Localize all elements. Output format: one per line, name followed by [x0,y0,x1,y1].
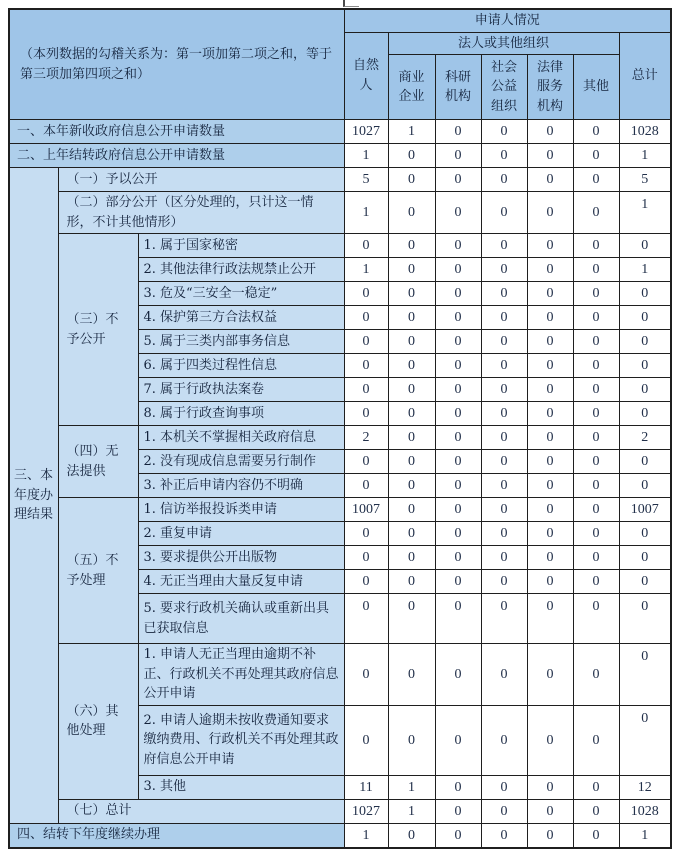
value-cell: 0 [619,282,671,306]
value-cell: 0 [481,546,527,570]
value-cell: 0 [435,570,481,594]
value-cell: 0 [619,330,671,354]
value-cell: 0 [527,594,573,644]
value-cell: 0 [619,644,671,706]
row-label: （七）总计 [58,799,344,823]
value-cell: 0 [481,330,527,354]
row-label: 一、本年新收政府信息公开申请数量 [9,120,344,144]
value-cell: 0 [435,498,481,522]
value-cell: 0 [344,546,388,570]
value-cell: 0 [435,378,481,402]
value-cell: 0 [388,282,435,306]
value-cell: 0 [527,823,573,848]
value-cell: 0 [481,258,527,282]
value-cell: 0 [435,144,481,168]
value-cell: 0 [527,570,573,594]
value-cell: 0 [481,282,527,306]
value-cell: 1 [344,823,388,848]
value-cell: 0 [344,402,388,426]
value-cell: 0 [481,705,527,775]
col-header-research: 科研机构 [435,55,481,120]
value-cell: 0 [435,120,481,144]
value-cell: 0 [481,306,527,330]
value-cell: 0 [344,330,388,354]
value-cell: 0 [573,426,619,450]
value-cell: 0 [435,426,481,450]
value-cell: 0 [527,282,573,306]
value-cell: 0 [435,450,481,474]
value-cell: 1027 [344,799,388,823]
table-row [9,234,671,258]
group-label-not-processed: （五）不予处理 [58,498,138,644]
value-cell: 0 [573,799,619,823]
value-cell: 0 [573,258,619,282]
value-cell: 0 [435,799,481,823]
row-label: 5. 要求行政机关确认或重新出具已获取信息 [138,594,344,644]
value-cell: 1028 [619,799,671,823]
value-cell: 0 [481,450,527,474]
col-header-business: 商业企业 [388,55,435,120]
value-cell: 0 [527,498,573,522]
value-cell: 0 [435,823,481,848]
value-cell: 5 [619,168,671,192]
value-cell: 0 [527,775,573,799]
value-cell: 0 [344,306,388,330]
value-cell: 0 [388,330,435,354]
reconciliation-note: （本列数据的勾稽关系为：第一项加第二项之和，等于第三项加第四项之和） [9,9,344,120]
value-cell: 0 [619,594,671,644]
value-cell: 2 [344,426,388,450]
value-cell: 0 [344,474,388,498]
value-cell: 0 [435,168,481,192]
value-cell: 0 [481,522,527,546]
value-cell: 0 [527,378,573,402]
value-cell: 0 [435,644,481,706]
row-label: 8. 属于行政查询事项 [138,402,344,426]
value-cell: 0 [619,402,671,426]
value-cell: 0 [619,234,671,258]
value-cell: 0 [388,402,435,426]
value-cell: 0 [573,168,619,192]
value-cell: 1 [388,799,435,823]
value-cell: 0 [573,450,619,474]
value-cell: 0 [481,498,527,522]
value-cell: 2 [619,426,671,450]
row-label: 2. 申请人逾期未按收费通知要求缴纳费用、行政机关不再处理其政府信息公开申请 [138,705,344,775]
value-cell: 0 [388,258,435,282]
value-cell: 0 [344,570,388,594]
value-cell: 0 [388,644,435,706]
value-cell: 0 [481,168,527,192]
row-label: 2. 其他法律行政法规禁止公开 [138,258,344,282]
value-cell: 0 [435,330,481,354]
value-cell: 0 [481,378,527,402]
value-cell: 0 [619,354,671,378]
row-label: 6. 属于四类过程性信息 [138,354,344,378]
value-cell: 12 [619,775,671,799]
group-label-denied: （三）不予公开 [58,234,138,426]
value-cell: 0 [527,330,573,354]
value-cell: 0 [527,474,573,498]
value-cell: 0 [527,258,573,282]
value-cell: 0 [573,378,619,402]
value-cell: 1028 [619,120,671,144]
value-cell: 0 [435,282,481,306]
col-header-other: 其他 [573,55,619,120]
value-cell: 0 [435,192,481,234]
value-cell: 0 [573,306,619,330]
value-cell: 1 [344,258,388,282]
value-cell: 0 [527,644,573,706]
value-cell: 0 [573,570,619,594]
value-cell: 0 [619,378,671,402]
value-cell: 0 [527,354,573,378]
row-label: 5. 属于三类内部事务信息 [138,330,344,354]
value-cell: 1 [388,775,435,799]
value-cell: 0 [527,234,573,258]
value-cell: 0 [388,823,435,848]
table-header-row [9,9,671,32]
value-cell: 0 [481,354,527,378]
section3-label: 三、本年度办理结果 [9,168,58,824]
value-cell: 0 [435,306,481,330]
value-cell: 0 [481,192,527,234]
value-cell: 0 [481,823,527,848]
value-cell: 0 [388,450,435,474]
col-header-legal-service: 法律服务机构 [527,55,573,120]
value-cell: 0 [435,546,481,570]
value-cell: 0 [435,354,481,378]
table-row [9,644,671,706]
value-cell: 0 [388,570,435,594]
value-cell: 1 [344,144,388,168]
value-cell: 0 [573,546,619,570]
row-label: 4. 无正当理由大量反复申请 [138,570,344,594]
value-cell: 0 [435,258,481,282]
value-cell: 1 [619,823,671,848]
value-cell: 0 [527,426,573,450]
value-cell: 0 [344,354,388,378]
table-row [9,144,671,168]
value-cell: 0 [388,474,435,498]
group-label-other-handling: （六）其他处理 [58,644,138,800]
value-cell: 0 [435,775,481,799]
value-cell: 0 [619,546,671,570]
value-cell: 0 [435,522,481,546]
row-label: 3. 要求提供公开出版物 [138,546,344,570]
value-cell: 0 [481,644,527,706]
table-row [9,498,671,522]
value-cell: 0 [435,234,481,258]
value-cell: 0 [573,120,619,144]
value-cell: 0 [344,234,388,258]
value-cell: 0 [344,522,388,546]
value-cell: 0 [573,192,619,234]
value-cell: 0 [388,354,435,378]
row-label: 7. 属于行政执法案卷 [138,378,344,402]
value-cell: 0 [388,168,435,192]
value-cell: 0 [388,705,435,775]
value-cell: 0 [344,450,388,474]
value-cell: 0 [619,306,671,330]
row-label: 3. 其他 [138,775,344,799]
table-row [9,823,671,848]
row-label: 2. 重复申请 [138,522,344,546]
value-cell: 0 [481,120,527,144]
row-label: 3. 危及“三安全一稳定” [138,282,344,306]
value-cell: 0 [573,644,619,706]
value-cell: 0 [573,522,619,546]
value-cell: 0 [435,705,481,775]
value-cell: 0 [388,192,435,234]
table-row [9,168,671,192]
value-cell: 0 [573,705,619,775]
value-cell: 0 [573,354,619,378]
value-cell: 0 [388,378,435,402]
value-cell: 1007 [619,498,671,522]
value-cell: 0 [388,522,435,546]
value-cell: 0 [388,426,435,450]
row-label: 四、结转下年度继续办理 [9,823,344,848]
value-cell: 0 [481,234,527,258]
value-cell: 0 [344,594,388,644]
value-cell: 0 [527,799,573,823]
row-label: 1. 申请人无正当理由逾期不补正、行政机关不再处理其政府信息公开申请 [138,644,344,706]
value-cell: 0 [344,282,388,306]
row-label: （一）予以公开 [58,168,344,192]
value-cell: 0 [481,474,527,498]
value-cell: 0 [573,594,619,644]
value-cell: 0 [388,306,435,330]
value-cell: 0 [435,594,481,644]
value-cell: 0 [573,330,619,354]
value-cell: 0 [619,450,671,474]
value-cell: 0 [344,705,388,775]
table-row [9,799,671,823]
row-label: 4. 保护第三方合法权益 [138,306,344,330]
value-cell: 0 [481,426,527,450]
table-row [9,426,671,450]
value-cell: 0 [527,402,573,426]
value-cell: 0 [481,402,527,426]
header-applicant-situation: 申请人情况 [344,9,671,32]
value-cell: 0 [388,594,435,644]
row-label: 1. 本机关不掌握相关政府信息 [138,426,344,450]
value-cell: 1 [619,144,671,168]
value-cell: 0 [619,705,671,775]
table-row [9,120,671,144]
value-cell: 5 [344,168,388,192]
row-label: 3. 补正后申请内容仍不明确 [138,474,344,498]
row-label: 1. 属于国家秘密 [138,234,344,258]
value-cell: 0 [481,775,527,799]
value-cell: 0 [619,570,671,594]
value-cell: 0 [388,546,435,570]
value-cell: 1 [619,258,671,282]
value-cell: 1007 [344,498,388,522]
value-cell: 0 [573,234,619,258]
col-header-legal-org-group: 法人或其他组织 [388,32,619,55]
row-label: （二）部分公开（区分处理的，只计这一情形，不计其他情形） [58,192,344,234]
table-row [9,192,671,234]
value-cell: 0 [388,144,435,168]
row-label: 2. 没有现成信息需要另行制作 [138,450,344,474]
value-cell: 0 [481,799,527,823]
value-cell: 0 [619,474,671,498]
value-cell: 0 [573,282,619,306]
value-cell: 1 [388,120,435,144]
value-cell: 0 [527,546,573,570]
group-label-unable: （四）无法提供 [58,426,138,498]
row-label: 二、上年结转政府信息公开申请数量 [9,144,344,168]
value-cell: 1 [619,192,671,234]
value-cell: 0 [344,644,388,706]
value-cell: 0 [388,234,435,258]
value-cell: 0 [619,522,671,546]
value-cell: 0 [527,705,573,775]
value-cell: 0 [573,498,619,522]
value-cell: 0 [527,120,573,144]
cropped-text-artifact [343,0,359,7]
value-cell: 0 [481,594,527,644]
value-cell: 11 [344,775,388,799]
value-cell: 0 [481,144,527,168]
value-cell: 0 [573,402,619,426]
value-cell: 0 [573,775,619,799]
value-cell: 0 [527,522,573,546]
col-header-natural-person: 自然人 [344,32,388,120]
value-cell: 0 [573,474,619,498]
value-cell: 0 [573,144,619,168]
value-cell: 1 [344,192,388,234]
value-cell: 0 [344,378,388,402]
value-cell: 0 [527,306,573,330]
value-cell: 0 [435,474,481,498]
row-label: 1. 信访举报投诉类申请 [138,498,344,522]
value-cell: 0 [573,823,619,848]
value-cell: 0 [527,192,573,234]
value-cell: 0 [527,144,573,168]
value-cell: 0 [435,402,481,426]
value-cell: 0 [388,498,435,522]
value-cell: 0 [527,450,573,474]
col-header-total: 总计 [619,32,671,120]
value-cell: 1027 [344,120,388,144]
value-cell: 0 [481,570,527,594]
report-table [8,8,672,849]
value-cell: 0 [527,168,573,192]
col-header-social-welfare: 社会公益组织 [481,55,527,120]
